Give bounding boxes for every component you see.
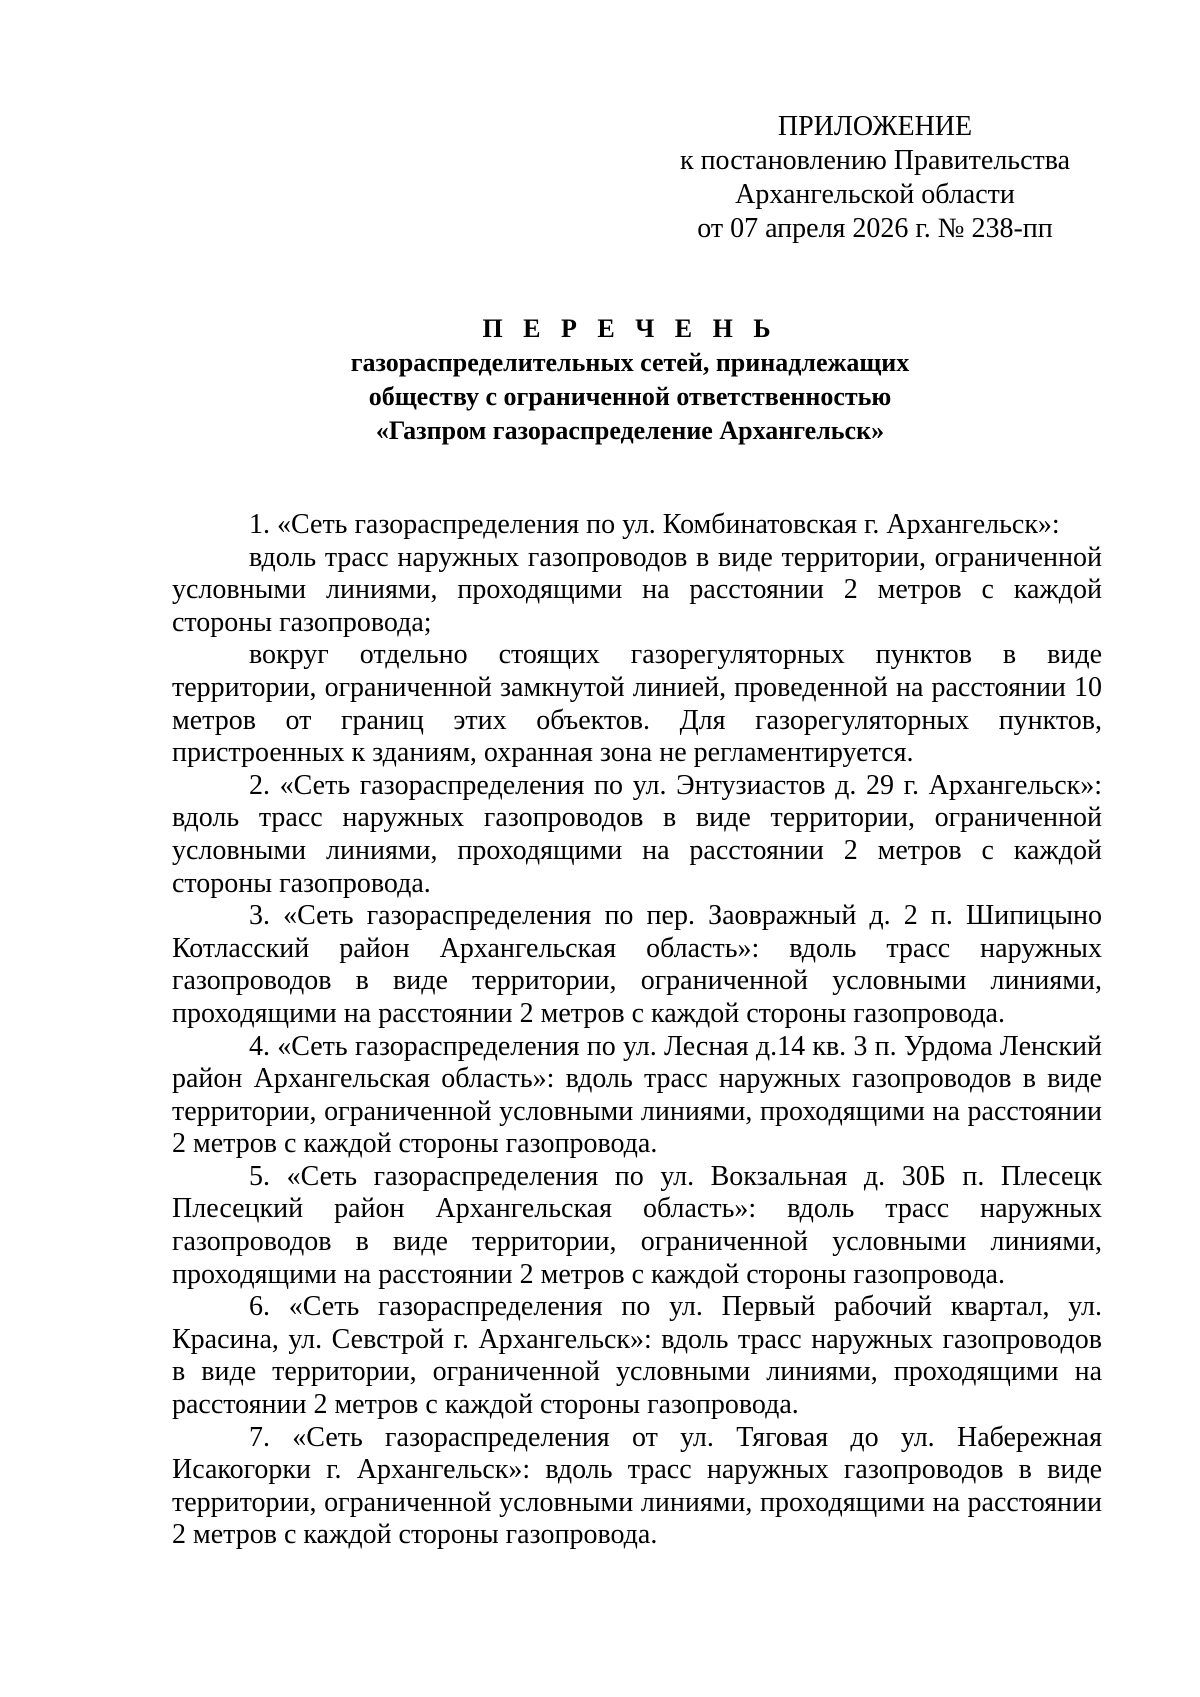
appendix-date-number: от 07 апреля 2026 г. № 238-пп: [697, 213, 1053, 244]
title-line-3: «Газпром газораспределение Архангельск»: [375, 416, 885, 445]
paragraph-1: 1. «Сеть газораспределения по ул. Комбинатовская г. Архангельск»:: [249, 509, 1060, 540]
appendix-region-line: Архангельской области: [735, 179, 1015, 210]
paragraph-5: 5. «Сеть газораспределения по ул. Вокзальная д. 30Б п. Плесецк Плесецкий район Архангельская область»: вдоль трасс наружных газопроводов в виде территории, ограниченной условными линиями, проходящими на расстоянии 2 метров с каждой стороны газопровода.: [172, 1160, 1102, 1290]
appendix-resolution-line: к постановлению Правительства: [679, 145, 1071, 176]
document-title: [160, 312, 1100, 448]
title-heading: П Е Р Е Ч Е Н Ь: [482, 314, 778, 343]
paragraph-7: 7. «Сеть газораспределения от ул. Тяговая до ул. Набережная Исакогорки г. Архангельск»: вдоль трасс наружных газопроводов в виде территории, ограниченной условными линиями, проходящими на расстоянии 2 метров с каждой стороны газопровода.: [172, 1421, 1102, 1551]
title-line-1: газораспределительных сетей, принадлежащих: [350, 348, 910, 377]
paragraph-3: 3. «Сеть газораспределения по пер. Заовражный д. 2 п. Шипицыно Котласский район Архангельская область»: вдоль трасс наружных газопроводов в виде территории, ограниченной условными линиями, проходящими на расстоянии 2 метров с каждой стороны газопровода.: [172, 900, 1102, 1029]
title-line-2: обществу с ограниченной ответственностью: [368, 382, 892, 411]
paragraph-2: 2. «Сеть газораспределения по ул. Энтузиастов д. 29 г. Архангельск»: вдоль трасс наружных газопроводов в виде территории, ограниченной условными линиями, проходящими на расстоянии 2 метров с каждой стороны газопровода.: [172, 769, 1102, 899]
appendix-block: [655, 110, 1095, 246]
appendix-label: ПРИЛОЖЕНИЕ: [777, 111, 973, 142]
document-body: [172, 509, 1102, 1552]
paragraph-6: 6. «Сеть газораспределения по ул. Первый рабочий квартал, ул. Красина, ул. Севстрой г. Архангельск»: вдоль трасс наружных газопроводов в виде территории, ограниченной условными линиями, проходящими на расстоянии 2 метров с каждой стороны газопровода.: [172, 1291, 1102, 1421]
paragraph-1b: вокруг отдельно стоящих газорегуляторных пунктов в виде территории, ограниченной замкнутой линией, проведенной на расстоянии 10 метров от границ этих объектов. Для газорегуляторных пунктов, пристроенных к зданиям, охранная зона не регламентируется.: [172, 639, 1102, 769]
paragraph-4: 4. «Сеть газораспределения по ул. Лесная д.14 кв. 3 п. Урдома Ленский район Архангельская область»: вдоль трасс наружных газопроводов в виде территории, ограниченной условными линиями, проходящими на расстоянии 2 метров с каждой стороны газопровода.: [172, 1030, 1102, 1160]
paragraph-1a: вдоль трасс наружных газопроводов в виде территории, ограниченной условными линиями, проходящими на расстоянии 2 метров с каждой стороны газопровода;: [172, 541, 1102, 638]
